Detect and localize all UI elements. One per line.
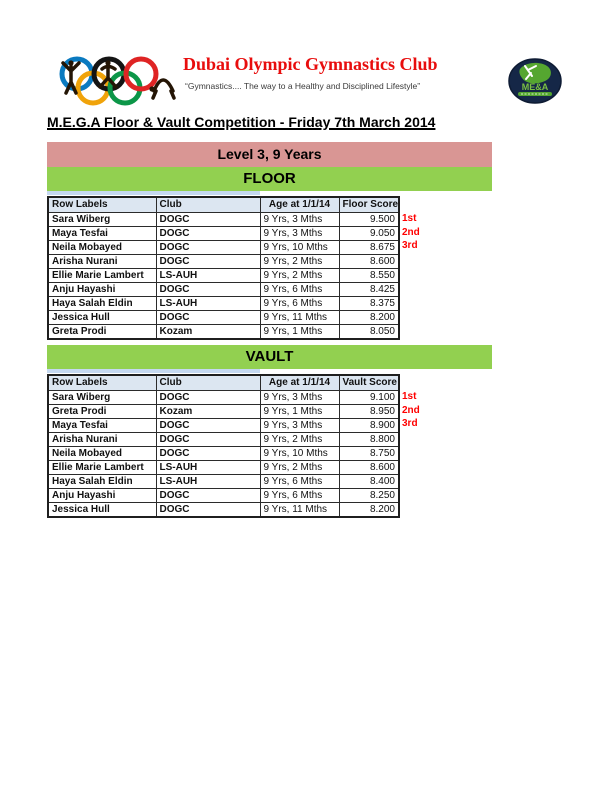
event-title: M.E.G.A Floor & Vault Competition - Friday 7th March 2014 — [47, 114, 436, 130]
club-cell: DOGC — [156, 311, 260, 325]
rank-badge: 1st — [402, 213, 417, 224]
mea-badge-logo — [507, 57, 563, 105]
table-row — [48, 241, 399, 255]
mea-badge-text: ME&A — [521, 82, 549, 92]
club-cell: DOGC — [156, 489, 260, 503]
table-row — [48, 475, 399, 489]
athlete-name-cell: Anju Hayashi — [48, 283, 156, 297]
athlete-name-cell: Sara Wiberg — [48, 391, 156, 405]
col-header-score: Vault Score — [339, 375, 399, 391]
table-row — [48, 269, 399, 283]
score-cell: 8.375 — [339, 297, 399, 311]
athlete-name-cell: Haya Salah Eldin — [48, 475, 156, 489]
score-cell: 8.750 — [339, 447, 399, 461]
floor-section-banner: FLOOR — [47, 167, 492, 191]
col-header-club: Club — [156, 375, 260, 391]
age-cell: 9 Yrs, 10 Mths — [260, 447, 339, 461]
score-cell: 8.400 — [339, 475, 399, 489]
table-row — [48, 405, 399, 419]
athlete-name-cell: Arisha Nurani — [48, 255, 156, 269]
score-cell: 8.550 — [339, 269, 399, 283]
age-cell: 9 Yrs, 1 Mths — [260, 405, 339, 419]
col-header-age: Age at 1/1/14 — [260, 197, 339, 213]
rank-badge: 3rd — [402, 240, 418, 251]
club-cell: DOGC — [156, 283, 260, 297]
rank-badge: 2nd — [402, 226, 420, 238]
table-row — [48, 255, 399, 269]
table-row — [48, 503, 399, 518]
athlete-name-cell: Anju Hayashi — [48, 489, 156, 503]
score-cell: 8.950 — [339, 405, 399, 419]
col-header-row-labels: Row Labels — [48, 375, 156, 391]
athlete-name-cell: Ellie Marie Lambert — [48, 269, 156, 283]
age-cell: 9 Yrs, 6 Mths — [260, 297, 339, 311]
score-cell: 9.100 — [339, 391, 399, 405]
col-header-row-labels: Row Labels — [48, 197, 156, 213]
score-cell: 8.425 — [339, 283, 399, 297]
olympic-rings-gymnasts-logo — [57, 52, 182, 109]
floor-results-table — [47, 196, 400, 340]
club-cell: DOGC — [156, 433, 260, 447]
table-row — [48, 489, 399, 503]
athlete-name-cell: Sara Wiberg — [48, 213, 156, 227]
athlete-name-cell: Greta Prodi — [48, 405, 156, 419]
vault-section-banner: VAULT — [47, 345, 492, 369]
athlete-name-cell: Maya Tesfai — [48, 419, 156, 433]
age-cell: 9 Yrs, 2 Mths — [260, 269, 339, 283]
table-header-row — [48, 375, 399, 391]
level-banner: Level 3, 9 Years — [47, 142, 492, 167]
athlete-name-cell: Jessica Hull — [48, 311, 156, 325]
age-cell: 9 Yrs, 11 Mths — [260, 503, 339, 518]
accent-strip — [47, 369, 260, 373]
athlete-name-cell: Neila Mobayed — [48, 447, 156, 461]
score-cell: 8.200 — [339, 503, 399, 518]
age-cell: 9 Yrs, 6 Mths — [260, 489, 339, 503]
table-row — [48, 213, 399, 227]
age-cell: 9 Yrs, 2 Mths — [260, 461, 339, 475]
club-cell: DOGC — [156, 447, 260, 461]
club-cell: DOGC — [156, 241, 260, 255]
age-cell: 9 Yrs, 6 Mths — [260, 283, 339, 297]
table-row — [48, 391, 399, 405]
score-cell: 8.250 — [339, 489, 399, 503]
club-cell: Kozam — [156, 405, 260, 419]
club-cell: LS-AUH — [156, 461, 260, 475]
accent-strip — [47, 191, 260, 195]
age-cell: 9 Yrs, 2 Mths — [260, 255, 339, 269]
table-row — [48, 461, 399, 475]
rank-badge: 1st — [402, 391, 417, 402]
club-tagline: “Gymnastics.... The way to a Healthy and Disciplined Lifestyle” — [185, 81, 421, 91]
score-cell: 9.500 — [339, 213, 399, 227]
score-cell: 8.600 — [339, 255, 399, 269]
score-cell: 8.800 — [339, 433, 399, 447]
table-row — [48, 283, 399, 297]
club-cell: DOGC — [156, 419, 260, 433]
table-header-row — [48, 197, 399, 213]
athlete-name-cell: Maya Tesfai — [48, 227, 156, 241]
table-row — [48, 311, 399, 325]
vault-results-table — [47, 374, 400, 518]
score-cell: 8.675 — [339, 241, 399, 255]
age-cell: 9 Yrs, 11 Mths — [260, 311, 339, 325]
rank-badge: 2nd — [402, 404, 420, 416]
club-cell: DOGC — [156, 213, 260, 227]
score-cell: 9.050 — [339, 227, 399, 241]
age-cell: 9 Yrs, 3 Mths — [260, 391, 339, 405]
athlete-name-cell: Haya Salah Eldin — [48, 297, 156, 311]
col-header-age: Age at 1/1/14 — [260, 375, 339, 391]
col-header-score: Floor Score — [339, 197, 399, 213]
rank-badge: 3rd — [402, 418, 418, 429]
club-cell: DOGC — [156, 255, 260, 269]
age-cell: 9 Yrs, 3 Mths — [260, 419, 339, 433]
table-row — [48, 447, 399, 461]
athlete-name-cell: Ellie Marie Lambert — [48, 461, 156, 475]
age-cell: 9 Yrs, 3 Mths — [260, 213, 339, 227]
table-row — [48, 227, 399, 241]
table-row — [48, 419, 399, 433]
score-cell: 8.050 — [339, 325, 399, 340]
athlete-name-cell: Arisha Nurani — [48, 433, 156, 447]
athlete-name-cell: Greta Prodi — [48, 325, 156, 340]
age-cell: 9 Yrs, 3 Mths — [260, 227, 339, 241]
score-cell: 8.600 — [339, 461, 399, 475]
table-row — [48, 433, 399, 447]
col-header-club: Club — [156, 197, 260, 213]
table-row — [48, 297, 399, 311]
club-cell: LS-AUH — [156, 269, 260, 283]
athlete-name-cell: Jessica Hull — [48, 503, 156, 518]
club-cell: DOGC — [156, 391, 260, 405]
age-cell: 9 Yrs, 1 Mths — [260, 325, 339, 340]
club-name: Dubai Olympic Gymnastics Club — [183, 54, 438, 74]
age-cell: 9 Yrs, 2 Mths — [260, 433, 339, 447]
age-cell: 9 Yrs, 6 Mths — [260, 475, 339, 489]
club-cell: LS-AUH — [156, 297, 260, 311]
club-cell: Kozam — [156, 325, 260, 340]
score-cell: 8.200 — [339, 311, 399, 325]
athlete-name-cell: Neila Mobayed — [48, 241, 156, 255]
table-row — [48, 325, 399, 340]
club-cell: DOGC — [156, 227, 260, 241]
age-cell: 9 Yrs, 10 Mths — [260, 241, 339, 255]
club-cell: LS-AUH — [156, 475, 260, 489]
club-cell: DOGC — [156, 503, 260, 518]
score-cell: 8.900 — [339, 419, 399, 433]
